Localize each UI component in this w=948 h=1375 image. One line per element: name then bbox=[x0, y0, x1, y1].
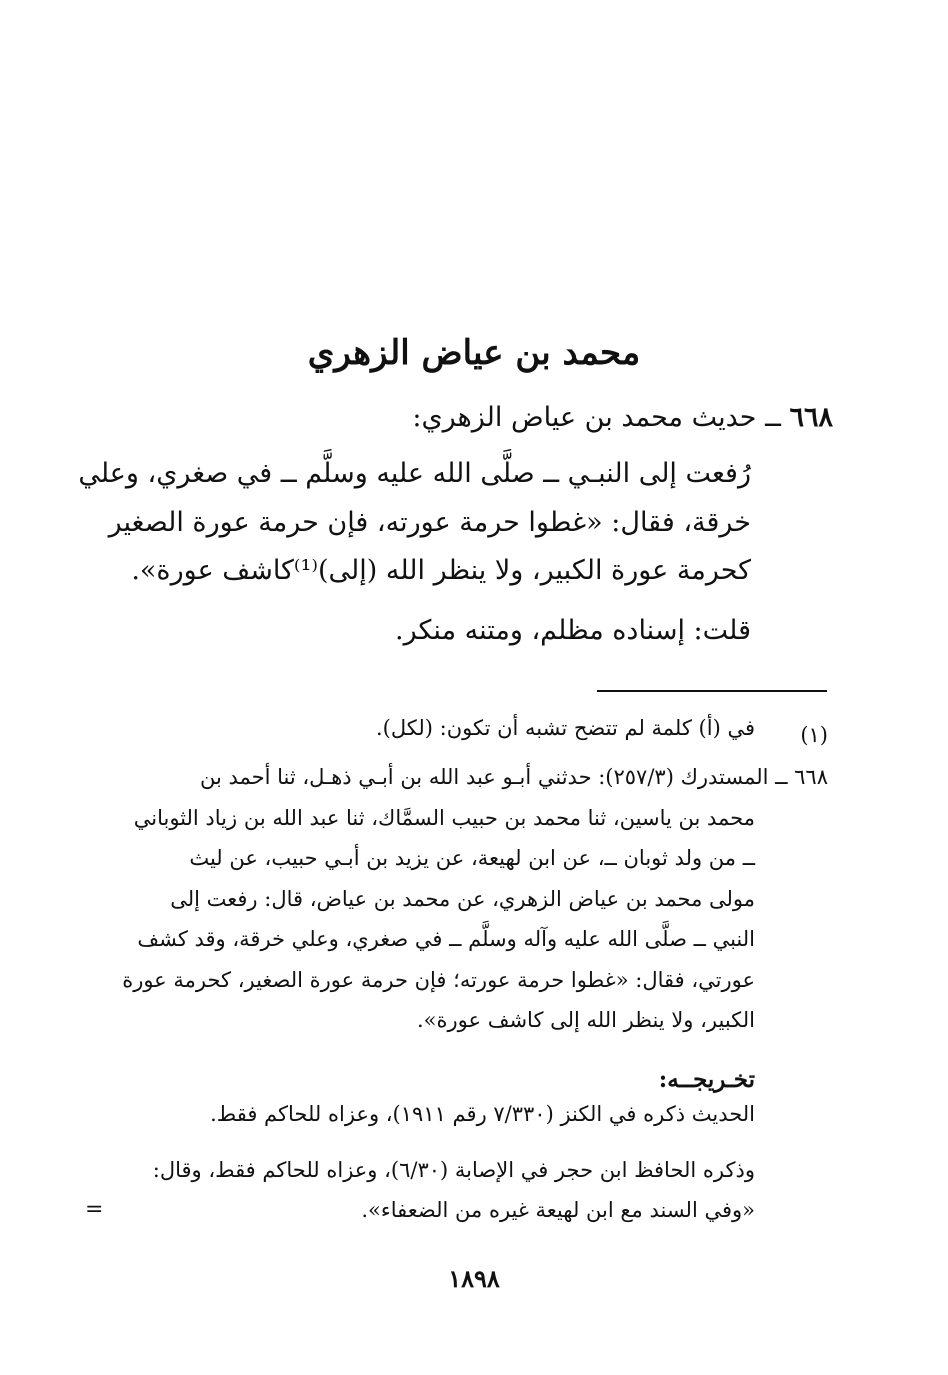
hadith-heading bbox=[412, 402, 833, 433]
footnote-marker: (١) bbox=[800, 723, 828, 747]
hadith-text-line: كحرمة عورة الكبير، ولا ينظر الله (إلى)⁽¹⁾كاشف عورة». bbox=[131, 555, 751, 586]
source-note-line: ٦٦٨ ــ المستدرك (٢٥٧/٣): حدثني أبـو عبد الله بن أبـي ذهـل، ثنا أحمد بن bbox=[199, 765, 828, 789]
hadith-text-line: خرقة، فقال: «غطوا حرمة عورته، فإن حرمة عورة الصغير bbox=[108, 507, 751, 538]
source-note-line: مولى محمد بن عياض الزهري، عن محمد بن عياض، قال: رفعت إلى bbox=[170, 887, 755, 911]
hadith-heading-text: حديث محمد بن عياض الزهري: bbox=[412, 402, 757, 433]
hadith-number: ٦٦٨ bbox=[789, 402, 833, 433]
chapter-title: محمد بن عياض الزهري bbox=[307, 333, 641, 373]
takhrij-line: «وفي السند مع ابن لهيعة غيره من الضعفاء». bbox=[361, 1198, 755, 1222]
source-note-line: الكبير، ولا ينظر الله إلى كاشف عورة». bbox=[417, 1008, 755, 1032]
source-note-line: النبي ــ صلَّى الله عليه وآله وسلَّم ــ في صغري، وعلي خرقة، وقد كشف bbox=[137, 927, 755, 951]
footnote-text: في (أ) كلمة لم تتضح تشبه أن تكون: (لكل). bbox=[375, 716, 755, 740]
continuation-mark: = bbox=[85, 1197, 104, 1222]
takhrij-heading: تخـريجــه: bbox=[658, 1066, 755, 1093]
footnote-separator bbox=[597, 690, 827, 692]
source-note-line: ــ من ولد ثوبان ــ، عن ابن لهيعة، عن يزيد بن أبـي حبيب، عن ليث bbox=[189, 846, 755, 870]
takhrij-line: الحديث ذكره في الكنز (٧/٣٣٠ رقم ١٩١١)، وعزاه للحاكم فقط. bbox=[210, 1102, 755, 1126]
source-note-line: محمد بن ياسين، ثنا محمد بن حبيب السمَّاك، ثنا عبد الله بن زياد الثوباني bbox=[133, 806, 755, 830]
page-number: ١٨٩٨ bbox=[448, 1264, 500, 1293]
takhrij-line: وذكره الحافظ ابن حجر في الإصابة (٦/٣٠)، وعزاه للحاكم فقط، وقال: bbox=[152, 1158, 755, 1182]
hadith-comment: قلت: إسناده مظلم، ومتنه منكر. bbox=[395, 615, 751, 646]
source-note-line: عورتي، فقال: «غطوا حرمة عورته؛ فإن حرمة عورة الصغير، كحرمة عورة bbox=[122, 968, 755, 992]
hadith-dash: ــ bbox=[756, 402, 790, 433]
hadith-text-line: رُفعت إلى النبـي ــ صلَّى الله عليه وسلَّم ــ في صغري، وعلي bbox=[78, 458, 751, 489]
